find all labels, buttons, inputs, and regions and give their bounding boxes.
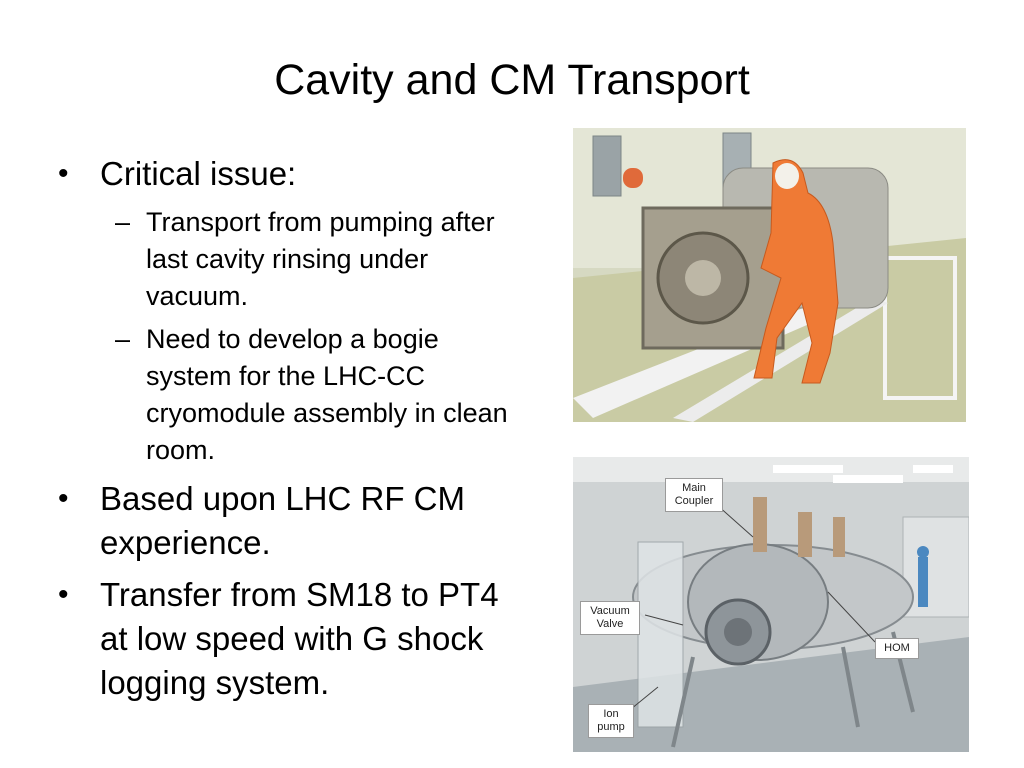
bullet-item	[58, 152, 528, 196]
callout-ion-pump: Ion pump	[588, 704, 634, 738]
callout-hom: HOM	[875, 638, 919, 659]
bullet-item	[58, 573, 528, 705]
sub-bullet-list	[58, 204, 528, 469]
slide-title: Cavity and CM Transport	[274, 56, 750, 104]
callout-vacuum-valve: Vacuum Valve	[580, 601, 640, 635]
bullet-text: Critical issue:	[100, 155, 297, 192]
bullet-icon: •	[58, 482, 69, 515]
cleanroom-illustration	[573, 128, 966, 422]
bullet-icon: •	[58, 578, 69, 611]
sub-bullet-item	[58, 204, 528, 315]
bullet-text: Based upon LHC RF CM experience.	[100, 480, 465, 561]
dash-icon: –	[115, 324, 131, 354]
bullet-text: Transfer from SM18 to PT4 at low speed with G shock logging system.	[100, 576, 499, 701]
bullet-item	[58, 477, 528, 565]
bullet-icon: •	[58, 157, 69, 190]
sub-bullet-item	[58, 321, 528, 469]
bullet-list	[58, 152, 528, 713]
sub-bullet-text: Need to develop a bogie system for the LHC-CC cryomodule assembly in clean room.	[146, 324, 508, 465]
sub-bullet-text: Transport from pumping after last cavity rinsing under vacuum.	[146, 207, 495, 311]
cleanroom-photo	[573, 128, 966, 422]
dash-icon: –	[115, 207, 131, 237]
callout-main-coupler: Main Coupler	[665, 478, 723, 512]
